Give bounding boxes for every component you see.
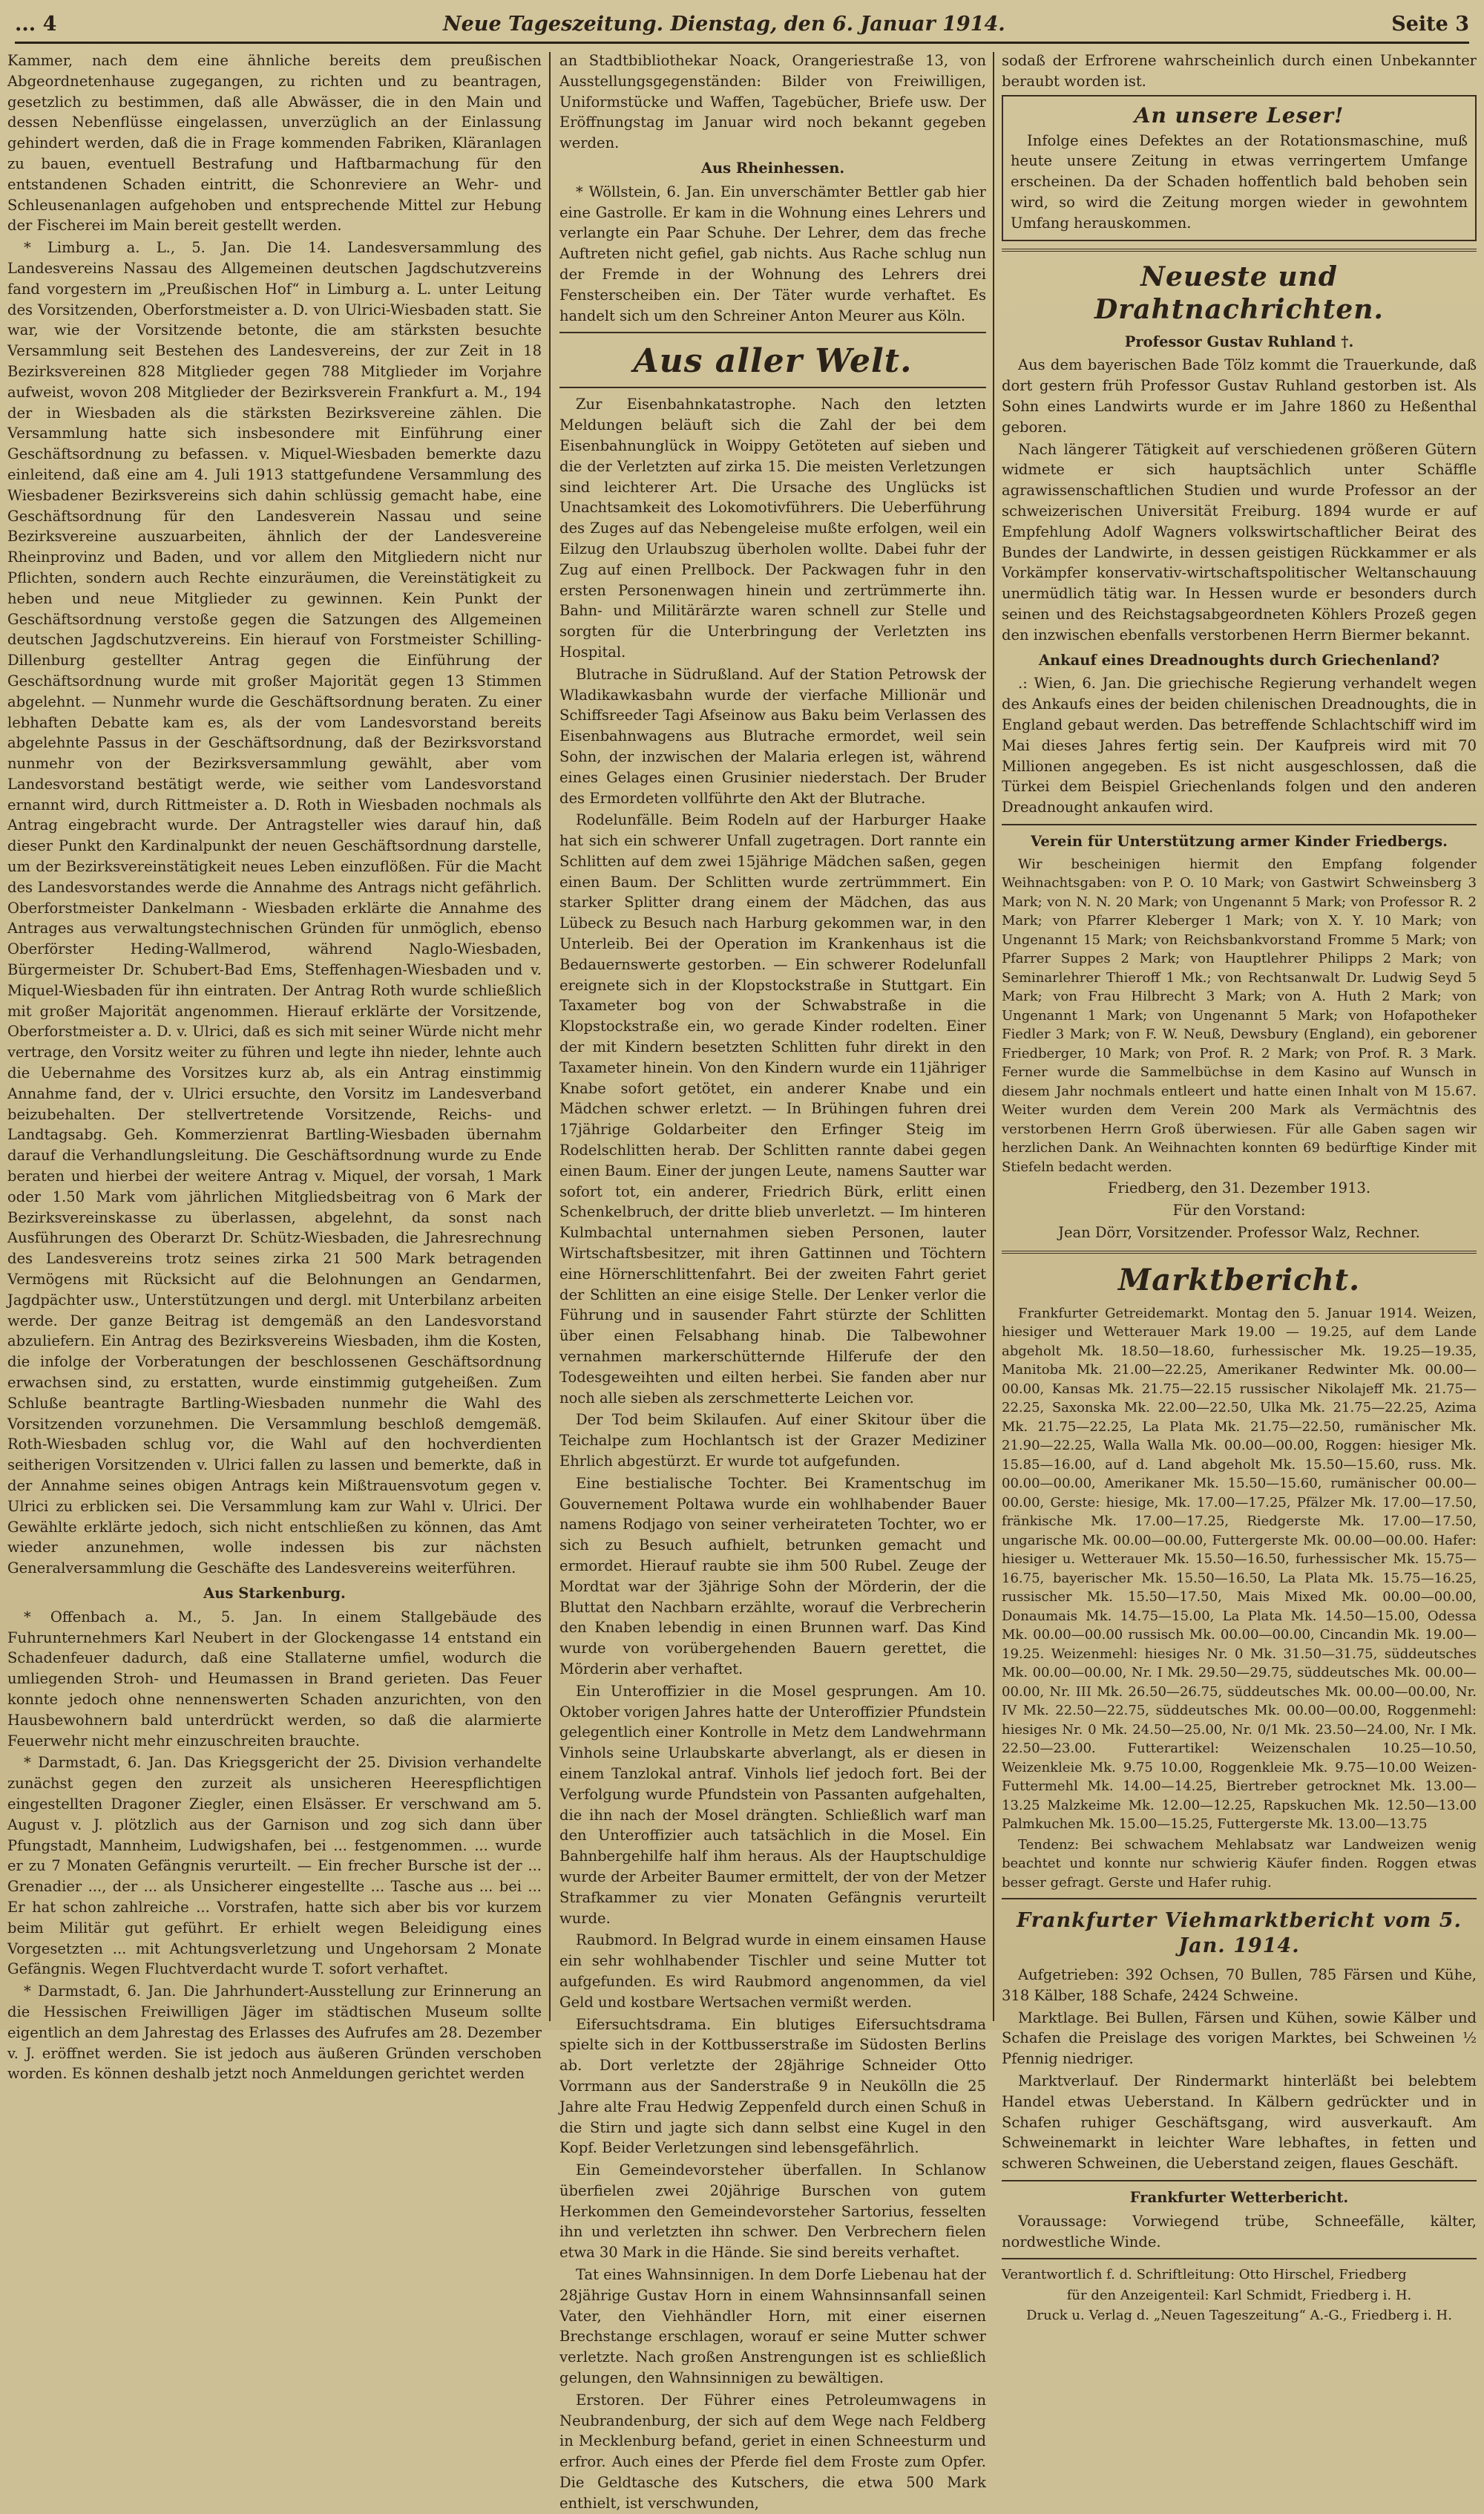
article-eifersucht: Eifersuchtsdrama. Ein blutiges Eifersuchtsdrama spielte sich in der Kottbusserstraße im Südosten Berlins ab. Dort verletzte der 28jährige Schneider Otto Vorrmann aus der Sanderstraße 9 in Neukölln die 25 Jahre alte Frau Hedwig Zeppenfeld durch einen Schuß in die Stirn und jagte sich dann selbst eine Kugel in den Kopf. Beider Verletzungen sind lebensgefährlich. bbox=[559, 2015, 986, 2157]
signers-line: Jean Dörr, Vorsitzender. Professor Walz, Rechner. bbox=[1058, 1223, 1420, 1241]
section-heading-rheinhessen: Aus Rheinhessen. bbox=[700, 159, 845, 177]
paper-title: Neue Tageszeitung. Dienstag, den 6. Januar 1914. bbox=[442, 12, 1005, 36]
divider bbox=[559, 332, 986, 333]
article-getreidemarkt: Frankfurter Getreidemarkt. Montag den 5. Januar 1914. Weizen, hiesiger und Wetterauer Mark 19.00 — 19.25, auf dem Lande abgeholt Mk. 18.50—18.60, furhessischer Mk. 19.25—19.35, Manitoba Mk. 21.00—22.25, Amerikaner Redwinter Mk. 00.00—00.00, Kansas Mk. 21.75—22.15 russischer Nikolajeff Mk. 21.75—22.25, Saxonska Mk. 22.00—22.50, Ulka Mk. 21.75—22.25, Azima Mk. 21.75—22.25, La Plata Mk. 21.75—22.50, rumänischer Mk. 21.90—22.25, Walla Walla Mk. 00.00—00.00, Roggen: hiesiger Mk. 15.85—16.00, auf d. Land abgeholt Mk. 15.50—15.60, russ. Mk. 00.00—00.00, Amerikaner Mk. 15.50—15.60, rumänischer 00.00—00.00, Gerste: hiesige, Mk. 17.00—17.25, Pfälzer Mk. 17.00—17.50, fränkische Mk. 17.00—17.25, Riedgerste Mk. 17.00—17.50, ungarische Mk. 00.00—00.00, Futtergerste Mk. 00.00—00.00. Hafer: hiesiger u. Wetterauer Mk. 15.50—16.50, furhessischer Mk. 15.75—16.75, bayerischer Mk. 15.50—16.50, La Plata Mk. 15.75—16.25, russischer Mk. 15.50—17.50, Mais Mixed Mk. 00.00—00.00, Donaumais Mk. 14.75—15.00, La Plata Mk. 14.50—15.00, Odessa Mk. 00.00—00.00 russisch Mk. 00.00—00.00, Cincandin Mk. 19.00—19.25. Weizenmehl: hiesiges Nr. 0 Mk. 31.50—31.75, süddeutsches Mk. 00.00—00.00, Nr. I Mk. 29.50—29.75, süddeutsches Mk. 00.00—00.00, Nr. III Mk. 26.50—26.75, süddeutsches Mk. 00.00—00.00, Nr. IV Mk. 22.50—22.75, süddeutsches Mk. 00.00—00.00, Roggenmehl: hiesiges Nr. 0 Mk. 24.50—25.00, Nr. 0/1 Mk. 23.50—24.00, Nr. I Mk. 22.50—23.00. Futterartikel: Weizenschalen 10.25—10.50, Weizenkleie Mk. 9.75 10.00, Roggenkleie Mk. 9.75—10.00 Weizen-Futtermehl Mk. 14.00—14.25, Biertreber getrocknet Mk. 13.00—13.25 Malzkeime Mk. 12.00—12.25, Rapskuchen Mk. 12.50—13.00 Palmkuchen Mk. 15.00—15.25, Futtergerste Mk. 13.00—13.75 bbox=[1002, 1305, 1477, 1833]
article-text: sodaß der Erfrorene wahrscheinlich durch einen Unbekannter beraubt worden ist. bbox=[1002, 52, 1477, 90]
column-2 bbox=[559, 50, 986, 2512]
article-dreadnought: .: Wien, 6. Jan. Die griechische Regierung verhandelt wegen des Ankaufs eines der beiden chilenischen Dreadnoughts, die in England gebaut werden. Das betreffende Schlachtschiff wird im Mai dieses Jahres fertig sein. Der Kaufpreis wird mit 70 Millionen angegeben. Es ist nicht ausgeschlossen, daß die Türkei dem Beispiel Griechenlands folgen und den anderen Dreadnought ankaufen wird. bbox=[1002, 675, 1477, 816]
article-gemeindevorsteher: Ein Gemeindevorsteher überfallen. In Schlanow überfielen zwei 20jährige Burschen von gutem Herkommen den Gemeindevorsteher Sartorius, fesselten ihn und verletzten ihn schwer. Den Verbrechern fielen etwa 30 Mark in die Hände. Sie sind bereits verhaftet. bbox=[559, 2161, 986, 2262]
column-rule-1 bbox=[549, 52, 551, 2021]
column-rule-2 bbox=[993, 52, 994, 2021]
imprint-line-2: für den Anzeigenteil: Karl Schmidt, Friedberg i. H. bbox=[1066, 2287, 1412, 2303]
reader-notice-box bbox=[1002, 95, 1477, 241]
article-blutrache: Blutrache in Südrußland. Auf der Station Petrowsk der Wladikawkasbahn wurde der vierfache Millionär und Schiffsreeder Tagi Afseinow aus Baku beim Verlassen des Eisenbahnwagens aus Blutrache ermordet, weil sein Sohn, der inzwischen der Malaria erlegen ist, während eines Gelages einen Grusinier niederstach. Der Bruder des Ermordeten vollführte den Akt der Blutrache. bbox=[559, 665, 986, 807]
article-unteroffizier: Ein Unteroffizier in die Mosel gesprungen. Am 10. Oktober vorigen Jahres hatte der Unteroffizier Pfundstein gelegentlich einer Kontrolle in Metz dem Landwehrmann Vinhols seine Urlaubskarte abverlangt, als er diesen in einem Tanzlokal antraf. Vinhols lief jedoch fort. Bei der Verfolgung wurde Pfundstein von Passanten aufgehalten, die ihn nach der Mosel drängten. Schließlich warf man den Unteroffizier auch tatsächlich in die Mosel. Ein Bahnbergehilfe half ihm heraus. Als der Hauptschuldige wurde der Arbeiter Baumer ermittelt, der von der Metzer Strafkammer zu vier Monaten Gefängnis verurteilt wurde. bbox=[559, 1682, 986, 1927]
article-tendenz: Tendenz: Bei schwachem Mehlabsatz war Landweizen wenig beachtet und konnte nur schwierig Käufer finden. Roggen etwas besser gefragt. Gerste und Hafer ruhig. bbox=[1002, 1836, 1477, 1891]
article-text: an Stadtbibliothekar Noack, Orangeriestraße 13, von Ausstellungsgegenständen: Bilder von Freiwilligen, Uniformstücke und Waffen, Tagebücher, Briefe usw. Der Eröffnungstag im Januar wird noch bekannt gegeben werden. bbox=[559, 52, 986, 152]
article-ruhland-2: Nach längerer Tätigkeit auf verschiedenen größeren Gütern widmete er sich hauptsächlich unter Schäffle agrawissenschaftlichen Studien und wurde Professor an der schweizerischen Universität Freiburg. 1894 wurde er auf Empfehlung Adolf Wagners volkswirtschaftlicher Beirat des Bundes der Landwirte, in dessen geistigen Rückkammer er als Vorkämpfer konservativ-wirtschaftspolitischer Weltanschauung unermüdlich tätig war. In Hessen wurde er besonders durch seinen und des Reichstagsabgeordneten Köhlers Prozeß gegen den inzwischen ebenfalls verstorbenen Herrn Biermer bekannt. bbox=[1002, 440, 1477, 644]
divider bbox=[1002, 2258, 1477, 2259]
article-tochter: Eine bestialische Tochter. Bei Kramentschug im Gouvernement Poltawa wurde ein wohlhabender Bauer namens Rodjago von seiner verheirateten Tochter, wo er sich zu Besuch aufhielt, betrunken gemacht und ermordet. Hierauf raubte sie ihm 500 Rubel. Zeuge der Mordtat war der 3jährige Sohn der Mörderin, der die Bluttat den Nachbarn erzählte, worauf die Verbrecherin den Knaben lebendig in einen Brunnen warf. Das Kind wurde von vorübergehenden Bauern gerettet, die Mörderin aber verhaftet. bbox=[559, 1474, 986, 1677]
article-viehmarkt-1: Aufgetrieben: 392 Ochsen, 70 Bullen, 785 Färsen und Kühe, 318 Kälber, 188 Schafe, 2424 Schweine. bbox=[1002, 1966, 1477, 2004]
headline-wetter: Frankfurter Wetterbericht. bbox=[1129, 2189, 1349, 2207]
column-3 bbox=[1002, 50, 1477, 2324]
article-darmstadt-1: * Darmstadt, 6. Jan. Das Kriegsgericht der 25. Division verhandelte zunächst gegen den zurzeit als unsicheren Heerespflichtigen eingestellten Dragoner Ziegler, einen Elsässer. Er verschwand am 5. August v. J. plötzlich aus der Garnison und zog sich dann über Pfungstadt, Mannheim, Ludwigshafen, bei ... festgenommen. ... wurde er zu 7 Monaten Gefängnis verurteilt. — Ein frecher Bursche ist der ... Grenadier ..., der ... als Unsicherer eingestellte ... Tasche aus ... bei ... Er hat schon zahlreiche ... Vorstrafen, hatte sich aber bis vor kurzem beim Militär gut geführt. Er erhielt wegen Beleidigung eines Vorgesetzten ... mit Achtungsverletzung und Ungehorsam 2 Monate Gefängnis. Wegen Fluchtverdacht wurde T. sofort verhaftet. bbox=[7, 1754, 542, 1978]
article-ruhland-1: Aus dem bayerischen Bade Tölz kommt die Trauerkunde, daß dort gestern früh Professor Gustav Ruhland gestorben ist. Als Sohn eines Landwirts wurde er im Jahre 1860 zu Heßenthal geboren. bbox=[1002, 356, 1477, 436]
divider bbox=[559, 387, 986, 388]
article-text: Kammer, nach dem eine ähnliche bereits dem preußischen Abgeordnetenhause zugegangen, zu richten und zu beantragen, gesetzlich zu bestimmen, daß alle Abwässer, die in den Main und dessen Nebenflüsse eingelassen, unverzüglich an der Einlassung gehindert werden, daß die in Frage kommenden Fabriken, Kläranlagen zu bauen, eventuell Bestrafung und Haftbarmachung für den entstandenen Schaden eintritt, die Schonreviere an Wehr- und Schleusenanlagen aufgehoben und entsprechende Mittel zur Hebung der Fischerei im Main bereit gestellt werden. bbox=[7, 52, 542, 235]
section-heading-starkenburg: Aus Starkenburg. bbox=[203, 1584, 346, 1602]
article-viehmarkt-3: Marktverlauf. Der Rindermarkt hinterläßt bei belebtem Handel etwas Ueberstand. In Kälbern gedrückter und in Schafen ruhiger Geschäftsgang, wird ausverkauft. Am Schweinemarkt in leichter Ware lebhaftes, in fetten und schweren Schweinen, die Ueberstand zeigen, flaues Geschäft. bbox=[1002, 2072, 1477, 2173]
page-number-left: ... 4 bbox=[15, 12, 57, 36]
article-erfroren: Erstoren. Der Führer eines Petroleumwagens in Neubrandenburg, der sich auf dem Wege nach Feldberg in Mecklenburg befand, geriet in einen Schneesturm und erfror. Auch eines der Pferde fiel dem Froste zum Opfer. Die Geldtasche des Kutschers, die etwa 500 Mark enthielt, ist verschwunden, bbox=[559, 2391, 986, 2512]
headline-verein: Verein für Unterstützung armer Kinder Friedbergs. bbox=[1031, 832, 1448, 850]
date-line: Friedberg, den 31. Dezember 1913. bbox=[1107, 1179, 1371, 1197]
divider bbox=[1002, 1898, 1477, 1899]
headline-dreadnought: Ankauf eines Dreadnoughts durch Griechenland? bbox=[1038, 651, 1440, 669]
article-verein: Wir bescheinigen hiermit den Empfang folgender Weihnachtsgaben: von P. O. 10 Mark; von Gastwirt Schweinsberg 3 Mark; von N. N. 20 Mark; von Ungenannt 5 Mark; von Professor R. 2 Mark; von Pfarrer Kleberger 1 Mark; von X. Y. 10 Mark; von Ungenannt 15 Mark; von Reichsbankvorstand Fromme 5 Mark; von Pfarrer Suppes 2 Mark; von Hauptlehrer Philipps 2 Mark; von Seminarlehrer Thieroff 1 Mk.; von Rechtsanwalt Dr. Ludwig Seyd 5 Mark; von Frau Hilbrecht 3 Mark; von A. Huth 2 Mark; von Ungenannt 1 Mark; von Ungenannt 5 Mark; von Hofapotheker Fiedler 3 Mark; von F. W. Neuß, Dewsbury (England), ein geborener Friedberger, 10 Mark; von Prof. R. 2 Mark; von Prof. R. 3 Mark. Ferner wurde die Sammelbüchse in dem Kasino auf Wunsch in diesem Jahr nochmals entleert und hatte einen Inhalt von M 15.67. Weiter wurden dem Verein 200 Mark als Vermächtnis des verstorbenen Herrn Groß überwiesen. Für alle Gaben sagen wir herzlichen Dank. An Weihnachten konnten 69 bedürftige Kinder mit Stiefeln bedacht werden. bbox=[1002, 856, 1477, 1175]
column-1 bbox=[7, 50, 542, 2083]
section-heading-neueste: Neueste und Drahtnachrichten. bbox=[1094, 261, 1384, 325]
article-offenbach: * Offenbach a. M., 5. Jan. In einem Stallgebäude des Fuhrunternehmers Karl Neubert in der Glockengasse 14 entstand ein Schadenfeuer dadurch, daß eine Stallaterne umfiel, wodurch die umliegenden Stroh- und Heumassen in Brand gerieten. Das Feuer konnte jedoch ohne nennenswerten Schaden anzurichten, von den Hausbewohnern bald unterdrückt werden, so daß die alarmierte Feuerwehr nicht mehr einzuschreiten brauchte. bbox=[7, 1608, 542, 1749]
article-woellstein: * Wöllstein, 6. Jan. Ein unverschämter Bettler gab hier eine Gastrolle. Er kam in die Wohnung eines Lehrers und verlangte ein Paar Schuhe. Der Lehrer, dem das freche Auftreten nicht gefiel, gab nichts. Aus Rache schlug nun der Fremde in der Wohnung des Lehrers drei Fensterscheiben ein. Der Täter wurde verhaftet. Es handelt sich um den Schreiner Anton Meurer aus Köln. bbox=[559, 183, 986, 324]
article-wetter: Voraussage: Vorwiegend trübe, Schneefälle, kälter, nordwestliche Winde. bbox=[1002, 2212, 1477, 2251]
imprint-line-3: Druck u. Verlag d. „Neuen Tageszeitung“ A.-G., Friedberg i. H. bbox=[1026, 2308, 1452, 2324]
divider bbox=[1002, 824, 1477, 825]
board-line: Für den Vorstand: bbox=[1172, 1202, 1306, 1219]
article-wahnsinniger: Tat eines Wahnsinnigen. In dem Dorfe Liebenau hat der 28jährige Gustav Horn in einem Wahnsinnsanfall seinen Vater, den Viehhändler Horn, mit einer eisernen Brechstange erschlagen, worauf er seine Mutter schwer verletzte. Nach großen Anstrengungen ist es schließlich gelungen, den Wahnsinnigen zu bewältigen. bbox=[559, 2266, 986, 2387]
headline-ruhland: Professor Gustav Ruhland †. bbox=[1124, 333, 1354, 350]
article-eisenbahn: Zur Eisenbahnkatastrophe. Nach den letzten Meldungen beläuft sich die Zahl der bei dem Eisenbahnunglück in Woippy Getöteten auf sieben und die der Verletzten auf zirka 15. Die meisten Verletzungen sind leichterer Art. Die Ursache des Unglücks ist Unachtsamkeit des Lokomotivführers. Die Ueberführung des Zuges auf das Nebengeleise mußte erfolgen, weil ein Eilzug den Urlaubszug überholen wollte. Dabei fuhr der Zug auf einen Prellbock. Der Packwagen fuhr in den ersten Personenwagen hinein und zertrümmerte ihn. Bahn- und Militärärzte waren schnell zur Stelle und sorgten für die Unterbringung der Verletzten ins Hospital. bbox=[559, 396, 986, 661]
article-skilaufen: Der Tod beim Skilaufen. Auf einer Skitour über die Teichalpe zum Hochlantsch ist der Grazer Mediziner Ehrlich abgestürzt. Er wurde tot aufgefunden. bbox=[559, 1411, 986, 1470]
page-number-right: Seite 3 bbox=[1391, 12, 1469, 36]
divider bbox=[1002, 2180, 1477, 2181]
divider bbox=[1002, 1251, 1477, 1254]
section-heading-aus-aller-welt: Aus aller Welt. bbox=[633, 342, 913, 381]
masthead bbox=[15, 6, 1469, 44]
article-limburg: * Limburg a. L., 5. Jan. Die 14. Landesversammlung des Landesvereins Nassau des Allgemeinen deutschen Jagdschutzvereins fand vorgestern im „Preußischen Hof“ in Limburg a. L. unter Leitung des Vorsitzenden, Oberforstmeister a. D. von Ulrici-Wiesbaden statt. Sie war, wie der Vorsitzende betonte, die am stärksten besuchte Versammlung seit Bestehen des Landesvereins, der zur Zeit in 18 Bezirksvereinen 828 Mitglieder gegen 788 Mitglieder im Vorjahre aufweist, wovon 208 Mitglieder der Bezirksverein Frankfurt a. M., 194 der in Wiesbaden als die stärksten Bezirksvereine zählen. Die Versammlung hatte sich insbesondere mit Einführung einer Geschäftsordnung zu befassen. v. Miquel-Wiesbaden bemerkte dazu einleitend, daß eine am 4. Juli 1913 stattgefundene Versammlung des Wiesbadener Bezirksvereins sich dahin schlüssig gemacht habe, eine Geschäftsordnung für den Landesverein Nassau und seine Bezirksvereine auszuarbeiten, ähnlich der der Landesvereine Rheinprovinz und Baden, und vor allem den Mitgliedern nicht nur Pflichten, sondern auch Rechte einzuräumen, die Vereinstätigkeit zu heben und neue Mitglieder zu gewinnen. Kein Punkt der Geschäftsordnung verstoße gegen die Satzungen des Allgemeinen deutschen Jagdschutzvereins. Ein hierauf von Forstmeister Schilling-Dillenburg gestellter Antrag gegen die Einführung der Geschäftsordnung wurde mit großer Majorität gegen 13 Stimmen abgelehnt. — Nunmehr wurde die Geschäftsordnung beraten. Zu einer lebhaften Debatte kam es, als der vom Landesvorstand bereits abgelehnte Passus in der Geschäftsordnung, daß der Bezirksvorstand nunmehr von der Bezirksversammlung gewählt, aber vom Landesvorstand bestätigt werde, wie seither vom Landesvorstand ernannt wird, durch Rittmeister a. D. Roth in Wiesbaden nochmals als Antrag eingebracht wurde. Der Antragsteller wies darauf hin, daß dieser Punkt den Kardinalpunkt der neuen Geschäftsordnung darstelle, um der Bezirksvereinstätigkeit neues Leben einzuflößen. Für die Macht des Landesvorstandes werde die Annahme des Antrags nicht gefährlich. Oberforstmeister Dankelmann - Wiesbaden erklärte die Annahme des Antrages aus verwaltungstechnischen Gründen für unmöglich, ebenso Oberförster Heding-Wallmerod, während Naglo-Wiesbaden, Bürgermeister Dr. Schubert-Bad Ems, Steffenhagen-Wiesbaden und v. Miquel-Wiesbaden für ihn eintraten. Der Antrag Roth wurde schließlich mit großer Majorität angenommen. Hierauf erklärte der Vorsitzende, Oberforstmeister a. D. v. Ulrici, daß es sich mit seiner Würde nicht mehr vertrage, den Vorsitz weiter zu führen und legte ihn nieder, lehnte auch die Uebernahme des Vorsitzes kurz ab, als ein Antrag einstimmig Annahme fand, der v. Ulrici ersuchte, den Vorsitz im Landesverband beizubehalten. Der stellvertretende Vorsitzende, Reichs- und Landtagsabg. Geh. Kommerzienrat Bartling-Wiesbaden übernahm darauf die Verhandlungsleitung. Die Geschäftsordnung wurde zu Ende beraten und hierbei der weitere Antrag v. Miquel, der vorsah, 1 Mark oder 1.50 Mark vom jährlichen Mitgliedsbeitrag von 6 Mark der Bezirksvereinskasse zu überlassen, abgelehnt, da sonst nach Ausführungen des Oberarzt Dr. Schütz-Wiesbaden, die Jahresrechnung des Landesvereins trotz seines zirka 21 500 Mark betragenden Vermögens mit Rücksicht auf die Belohnungen an Gendarmen, Jagdpächter usw., Unterstützungen und dergl. mit Unterbilanz arbeiten werde. Der ganze Beitrag ist demgemäß an den Landesvorstand abzuliefern. Ein Antrag des Bezirksvereins Wiesbaden, ihm die Kosten, die infolge der Vorberatungen der beschlossenen Geschäftsordnung erwachsen sind, zu erstatten, wurde einstimmig gutgeheißen. Zum Schluße beantragte Bartling-Wiesbaden nunmehr die Wahl des Vorsitzenden vorzunehmen. Die Versammlung beschloß demgemäß. Roth-Wiesbaden schlug vor, die Wahl auf den hochverdienten seitherigen Vorsitzenden v. Ulrici fallen zu lassen und bemerkte, daß in der Annahme seines obigen Antrags kein Mißtrauensvotum gegen v. Ulrici zu erblicken sei. Die Versammlung kam zur Wahl v. Ulrici. Der Gewählte erklärte jedoch, sich nicht entschließen zu können, das Amt wieder anzunehmen, wolle indessen bis zur nächsten Generalversammlung die Geschäfte des Landesvereins weiterführen. bbox=[7, 239, 542, 1577]
notice-title: An unsere Leser! bbox=[1134, 102, 1345, 128]
imprint-line-1: Verantwortlich f. d. Schriftleitung: Otto Hirschel, Friedberg bbox=[1002, 2267, 1407, 2283]
article-darmstadt-2: * Darmstadt, 6. Jan. Die Jahrhundert-Ausstellung zur Erinnerung an die Hessischen Freiwilligen Jäger im städtischen Museum sollte eigentlich an dem Jahrestag des Erlasses des Aufrufes am 28. Dezember v. J. eröffnet werden. Sie ist jedoch aus äußeren Gründen verschoben worden. Es können deshalb jetzt noch Anmeldungen gerichtet werden bbox=[7, 1983, 542, 2083]
article-rodelunfaelle: Rodelunfälle. Beim Rodeln auf der Harburger Haake hat sich ein schwerer Unfall zugetragen. Dort rannte ein Schlitten auf dem zwei 15jährige Mädchen saßen, gegen einen Baum. Der Schlitten wurde zertrümmmert. Ein starker Splitter drang einem der Mädchen, das aus Lübeck zu Besuch nach Harburg gekommen war, in den Unterleib. Bei der Operation im Krankenhaus ist die Bedauernswerte gestorben. — Ein schwerer Rodelunfall ereignete sich in der Klopstockstraße in Stuttgart. Ein Taxameter bog von der Schwabstraße in die Klopstockstraße ein, wo gerade Kinder rodelten. Einer der mit Kindern besetzten Schlitten fuhr direkt in den Taxameter hinein. Von den Kindern wurde ein 11jähriger Knabe sofort getötet, ein anderer Knabe und ein Mädchen schwer erletzt. — In Brühingen fuhren drei 17jährige Goldarbeiter den Erfinger Steig im Rodelschlitten herab. Der Schlitten rannte dabei gegen einen Baum. Einer der jungen Leute, namens Sautter war sofort tot, ein anderer, Friedrich Bürk, erlitt einen Schenkelbruch, der dritte blieb unverletzt. — Im hinteren Kulmbachtal unternahmen sieben Personen, lauter Wirtschaftsbesitzer, mit ihren Gattinnen und Töchtern eine Hörnerschlittenfahrt. Bei der zweiten Fahrt geriet der Schlitten an eine eisige Stelle. Der Lenker verlor die Führung und in sausender Fahrt stürzte der Schlitten über einen Felsabhang hinab. Die Talbewohner vernahmen markerschütternde Hilferufe der den Todesgeweihten und eilten herbei. Sie fanden aber nur noch alle sieben als zerschmetterte Leichen vor. bbox=[559, 811, 986, 1407]
section-heading-marktbericht: Marktbericht. bbox=[1118, 1262, 1360, 1297]
divider bbox=[1002, 249, 1477, 252]
notice-text: Infolge eines Defektes an der Rotationsmaschine, muß heute unsere Zeitung in etwas verringertem Umfange erscheinen. Da der Schaden hoffentlich bald behoben sein wird, so wird die Zeitung morgen wieder in gewohntem Umfang herauskommen. bbox=[1011, 131, 1468, 232]
article-raubmord: Raubmord. In Belgrad wurde in einem einsamen Hause ein sehr wohlhabender Tischler und seine Mutter tot aufgefunden. Es wird Raubmord angenommen, da viel Geld und kostbare Wertsachen vermißt werden. bbox=[559, 1931, 986, 2011]
article-viehmarkt-2: Marktlage. Bei Bullen, Färsen und Kühen, sowie Kälber und Schafen die Preislage des vorigen Marktes, bei Schweinen ½ Pfennig niedriger. bbox=[1002, 2009, 1477, 2068]
headline-viehmarkt: Frankfurter Viehmarktbericht vom 5. Jan. 1914. bbox=[1017, 1909, 1462, 1958]
